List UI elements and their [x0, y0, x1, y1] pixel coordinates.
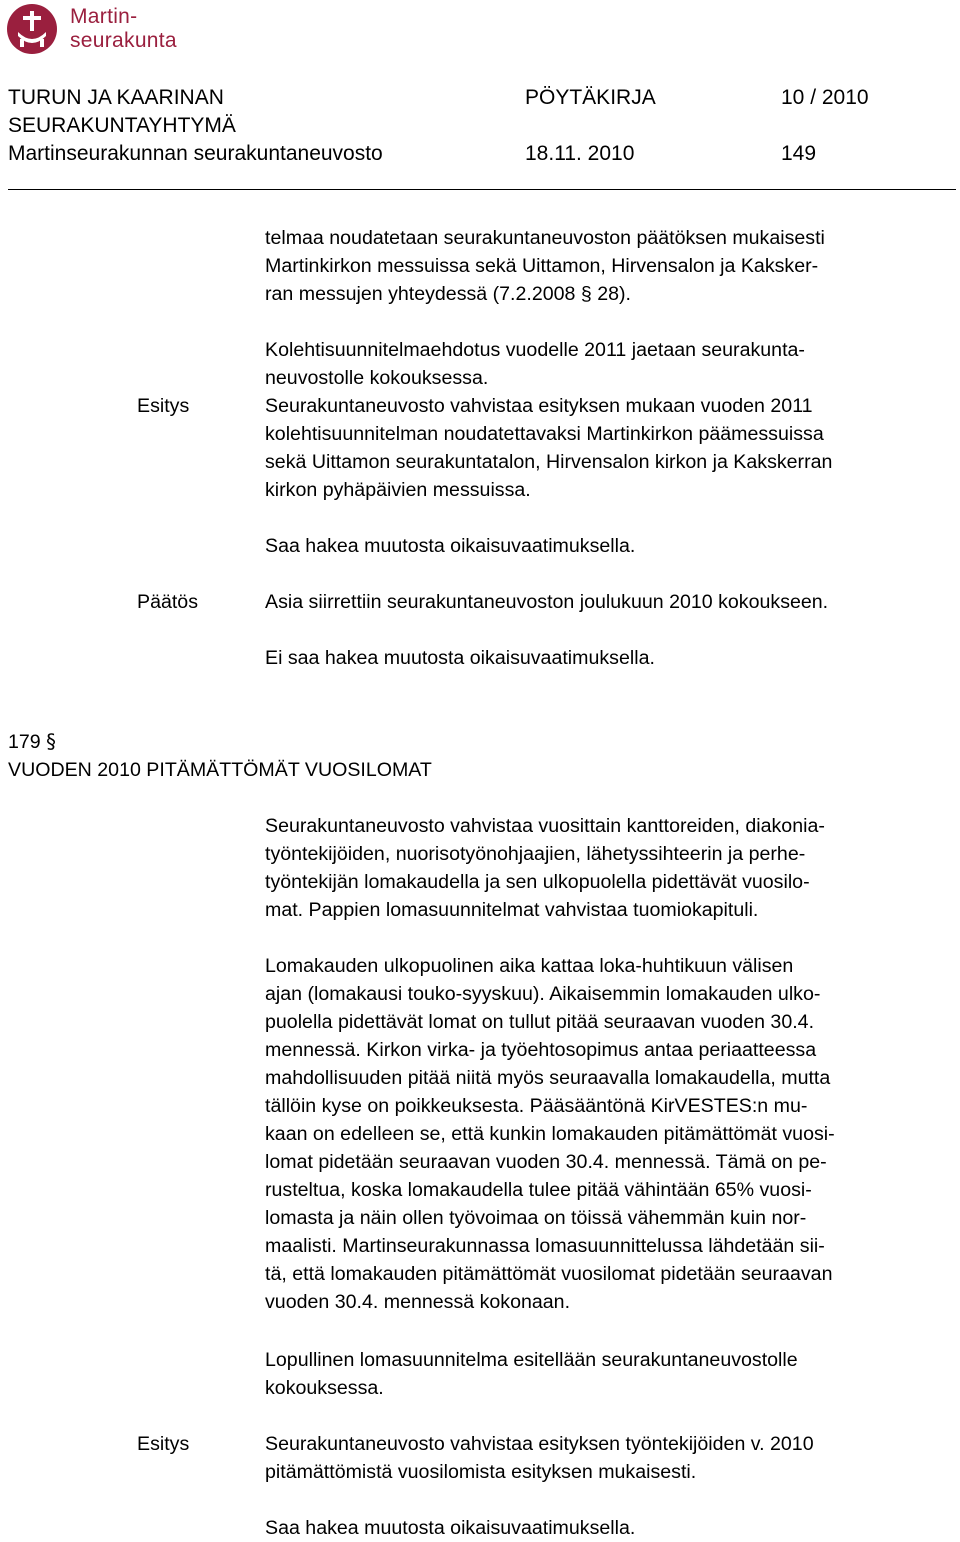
section-title: VUODEN 2010 PITÄMÄTTÖMÄT VUOSILOMAT: [8, 759, 432, 781]
body-line: Seurakuntaneuvosto vahvistaa vuosittain kanttoreiden, diakonia-: [265, 815, 825, 837]
body-line: tällöin kyse on poikkeuksesta. Pääsääntönä KirVESTES:n mu-: [265, 1095, 808, 1117]
decision-text: Asia siirrettiin seurakuntaneuvoston joulukuun 2010 kokoukseen.: [265, 591, 829, 613]
intro-line: ran messujen yhteydessä (7.2.2008 § 28).: [265, 283, 631, 305]
body-line: mahdollisuuden pitää niitä myös seuraavalla lomakaudella, mutta: [265, 1067, 831, 1089]
header-doc-type: PÖYTÄKIRJA: [525, 86, 656, 109]
proposal-line: sekä Uittamon seurakuntatalon, Hirvensalon kirkon ja Kakskerran: [265, 451, 833, 473]
body-line: mennessä. Kirkon virka- ja työehtosopimus antaa periaatteessa: [265, 1039, 817, 1061]
section-number: 179: [8, 731, 41, 753]
proposal-label: Esitys: [137, 395, 190, 417]
body-line: työntekijöiden, nuorisotyönohjaajien, lähetyssihteerin ja perhe-: [265, 843, 806, 865]
cross-emblem-icon: [6, 2, 58, 56]
kolehti-paragraph: [265, 336, 957, 392]
body-line: työntekijän lomakaudella ja sen ulkopuolella pidettävät vuosilo-: [265, 871, 810, 893]
proposal-line: pitämättömistä vuosilomista esityksen mukaisesti.: [265, 1461, 697, 1483]
body-line: Lopullinen lomasuunnitelma esitellään seurakuntaneuvostolle: [265, 1349, 798, 1371]
proposal-paragraph: [265, 1430, 957, 1486]
proposal-appeal: Saa hakea muutosta oikaisuvaatimuksella.: [265, 535, 636, 557]
body-line: puolella pidettävät lomat on tullut pitää seuraavan vuoden 30.4.: [265, 1011, 815, 1033]
body-line: mat. Pappien lomasuunnitelmat vahvistaa tuomiokapituli.: [265, 899, 759, 921]
header-org-line1: TURUN JA KAARINAN: [8, 86, 224, 109]
section-paragraph-2: [265, 952, 957, 1316]
header-doc-number: 10 / 2010: [781, 86, 869, 109]
body-line: kaan on edelleen se, että kunkin lomakauden pitämättömät vuosi-: [265, 1123, 835, 1145]
header-org-line3: Martinseurakunnan seurakuntaneuvosto: [8, 142, 383, 165]
proposal-line: Seurakuntaneuvosto vahvistaa esityksen työntekijöiden v. 2010: [265, 1433, 814, 1455]
proposal-appeal: Saa hakea muutosta oikaisuvaatimuksella.: [265, 1517, 636, 1539]
body-line: lomat pidetään seuraavan vuoden 30.4. mennessä. Tämä on pe-: [265, 1151, 827, 1173]
header-org-line2: SEURAKUNTAYHTYMÄ: [8, 114, 236, 137]
proposal-line: Seurakuntaneuvosto vahvistaa esityksen mukaan vuoden 2011: [265, 395, 813, 417]
body-line: maalisti. Martinseurakunnassa lomasuunnittelussa lähdetään sii-: [265, 1235, 825, 1257]
proposal-line: kirkon pyhäpäivien messuissa.: [265, 479, 531, 501]
section-symbol: §: [46, 730, 56, 753]
body-line: vuoden 30.4. mennessä kokonaan.: [265, 1291, 571, 1313]
header-divider: [8, 189, 956, 190]
decision-appeal: Ei saa hakea muutosta oikaisuvaatimuksella.: [265, 647, 655, 669]
proposal-paragraph: [265, 392, 957, 504]
proposal-line: kolehtisuunnitelman noudatettavaksi Martinkirkon päämessuissa: [265, 423, 824, 445]
kolehti-line: Kolehtisuunnitelmaehdotus vuodelle 2011 jaetaan seurakunta-: [265, 339, 805, 361]
intro-line: telmaa noudatetaan seurakuntaneuvoston päätöksen mukaisesti: [265, 227, 825, 249]
section-heading-number: [8, 728, 56, 756]
body-line: Lomakauden ulkopuolinen aika kattaa loka-huhtikuun välisen: [265, 955, 794, 977]
intro-line: Martinkirkon messuissa sekä Uittamon, Hirvensalon ja Kaksker-: [265, 255, 819, 277]
church-logo: [6, 2, 186, 58]
body-line: ajan (lomakausi touko-syyskuu). Aikaisemmin lomakauden ulko-: [265, 983, 821, 1005]
decision-label: Päätös: [137, 591, 199, 613]
body-line: kokouksessa.: [265, 1377, 384, 1399]
kolehti-line: neuvostolle kokouksessa.: [265, 367, 489, 389]
logo-text-line2: seurakunta: [70, 29, 177, 52]
intro-paragraph: [265, 224, 957, 308]
logo-text-line1: Martin-: [70, 5, 138, 28]
header-page-number: 149: [781, 142, 817, 165]
proposal-label: Esitys: [137, 1433, 190, 1455]
section-paragraph-1: [265, 812, 957, 924]
body-line: tä, että lomakauden pitämättömät vuosilomat pidetään seuraavan: [265, 1263, 833, 1285]
body-line: rusteltua, koska lomakaudella tulee pitää vähintään 65% vuosi-: [265, 1179, 812, 1201]
body-line: lomasta ja näin ollen työvoimaa on töissä vähemmän kuin nor-: [265, 1207, 807, 1229]
header-date: 18.11. 2010: [525, 142, 635, 165]
section-paragraph-3: [265, 1346, 957, 1402]
